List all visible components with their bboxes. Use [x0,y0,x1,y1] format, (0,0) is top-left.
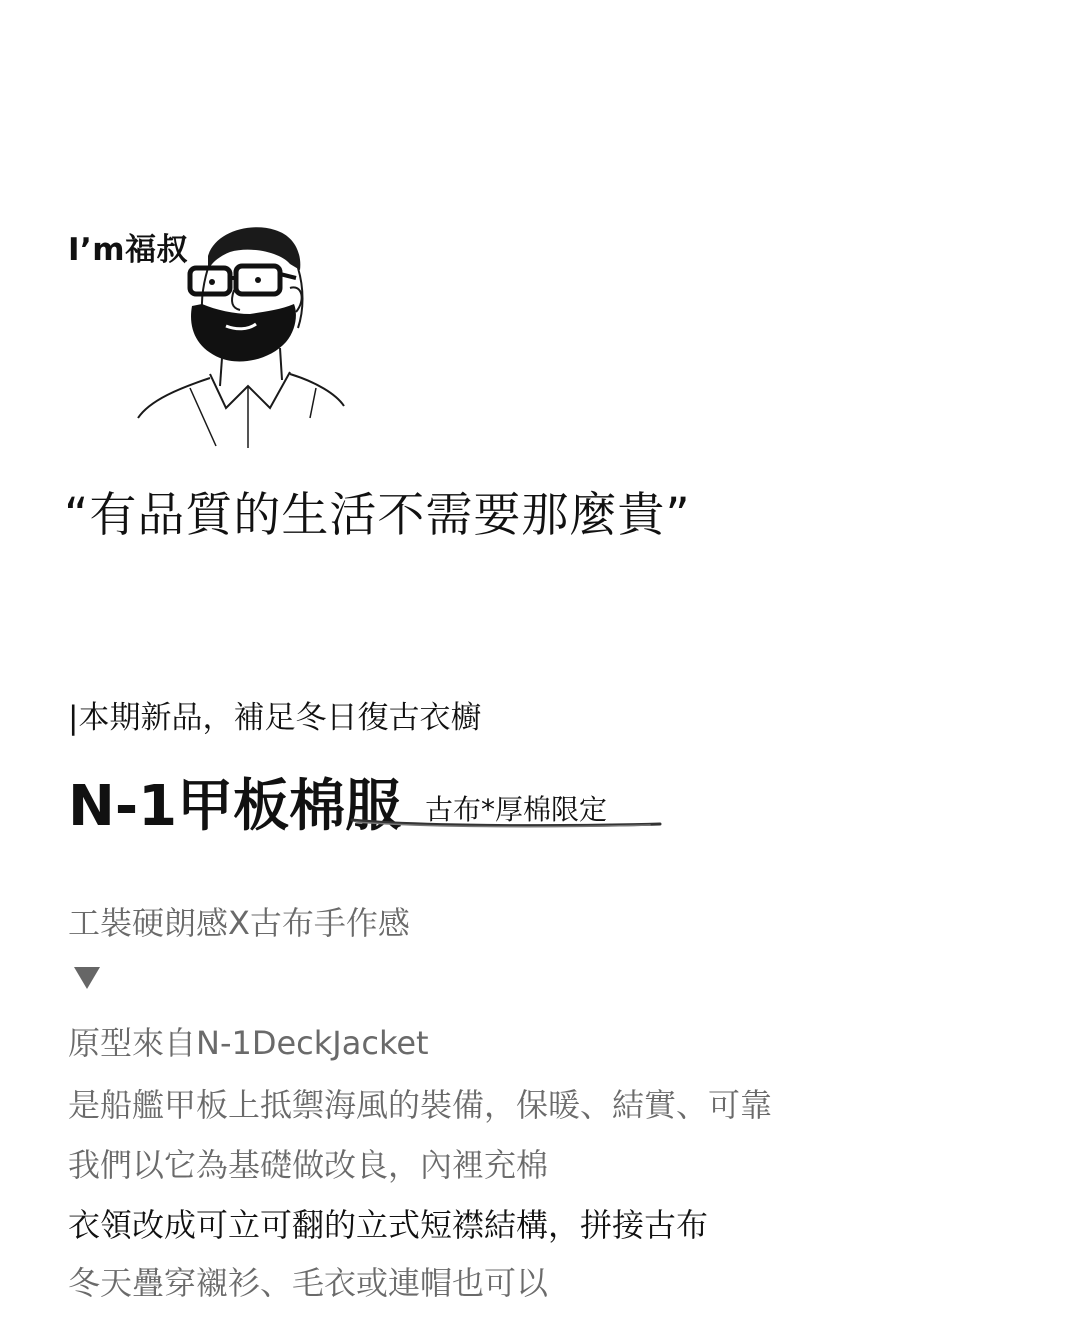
body-line-2: 原型來自N-1DeckJacket [68,1024,429,1062]
body-line-4: 我們以它為基礎做改良，內裡充棉 [68,1146,549,1184]
body-line-6: 冬天疊穿襯衫、毛衣或連帽也可以 [68,1264,549,1302]
body-line-5: 衣領改成可立可翻的立式短襟結構，拼接古布 [68,1206,709,1244]
down-triangle-icon [72,963,102,991]
body-line-3: 是船艦甲板上抵禦海風的裝備，保暖、結實、可靠 [68,1086,773,1124]
avatar-illustration-icon [130,218,360,453]
body-line-1: 工裝硬朗感X古布手作感 [68,904,410,942]
title-underline-stroke [350,812,662,830]
quote-heading: “有品質的生活不需要那麼貴” [64,488,691,543]
product-title: N-1甲板棉服 [68,774,402,839]
avatar-label: I’m福叔 [68,232,189,268]
product-tag: 古布*厚棉限定 [425,793,608,826]
section-intro: |本期新品，補足冬日復古衣櫥 [68,700,482,736]
